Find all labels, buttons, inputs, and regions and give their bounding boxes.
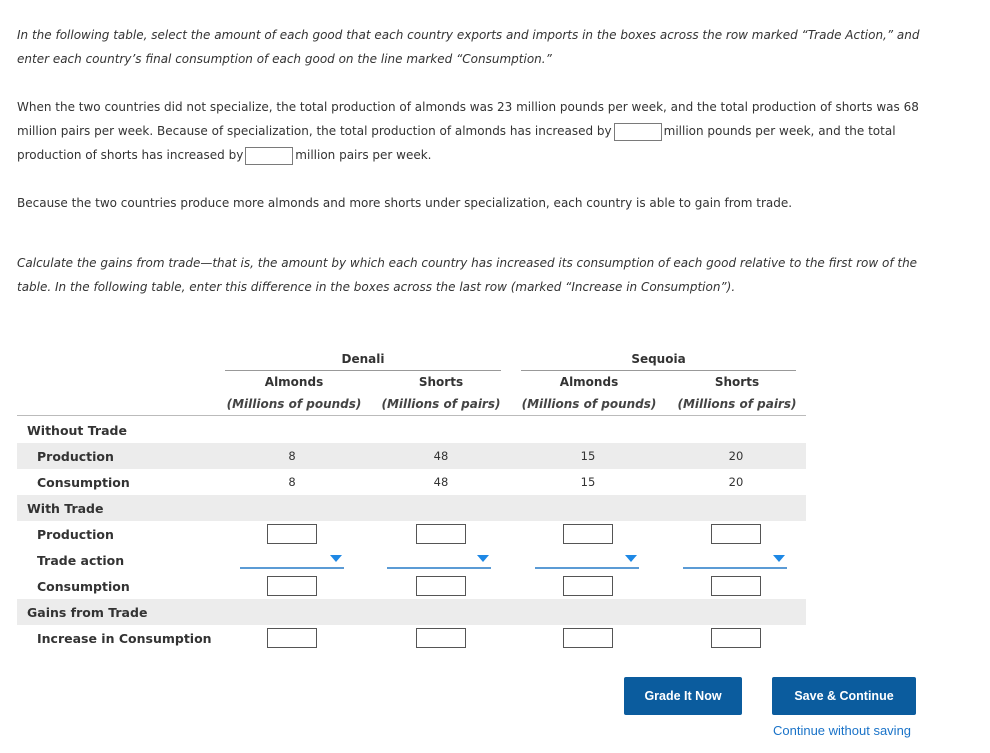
specialization-line-1: When the two countries did not specialize, the total production of almonds was 23 million pounds per week, and the total production of shorts was 68	[17, 100, 919, 114]
input-sequoia-almonds-production[interactable]	[563, 524, 613, 544]
cell-denali-shorts-production: 48	[433, 449, 449, 463]
table-row-without-trade-consumption	[17, 469, 806, 495]
save-and-continue-button[interactable]: Save & Continue	[772, 677, 916, 715]
calc-instructions-line-1: Calculate the gains from trade—that is, the amount by which each country has increased its consumption of each good relative to the first row of the	[17, 256, 918, 270]
row-label-consumption: Consumption	[37, 579, 130, 594]
table-row-with-trade-consumption	[17, 573, 806, 599]
col-header-unit-3: (Millions of pounds)	[521, 397, 657, 411]
grade-it-now-button[interactable]: Grade It Now	[624, 677, 742, 715]
dropdown-denali-shorts-trade[interactable]	[387, 553, 491, 569]
cell-sequoia-shorts-production: 20	[728, 449, 744, 463]
dropdown-denali-almonds-trade[interactable]	[240, 553, 344, 569]
row-label-production: Production	[37, 527, 114, 542]
input-denali-shorts-consumption[interactable]	[416, 576, 466, 596]
table-row-with-trade-production	[17, 521, 806, 547]
cell-denali-almonds-production: 8	[288, 449, 296, 463]
calc-instructions	[17, 251, 937, 299]
input-sequoia-shorts-production[interactable]	[711, 524, 761, 544]
sequoia-header-rule	[521, 370, 796, 371]
cell-sequoia-almonds-consumption: 15	[580, 475, 596, 489]
dropdown-sequoia-almonds-trade[interactable]	[535, 553, 639, 569]
input-denali-shorts-production[interactable]	[416, 524, 466, 544]
specialization-text-3: million pounds per week, and the total	[663, 124, 896, 138]
chevron-down-icon	[477, 555, 489, 562]
instructions	[17, 23, 937, 71]
specialization-text-4: production of shorts has increased by	[17, 148, 244, 162]
gain-note: Because the two countries produce more almonds and more shorts under specialization, each country is able to gain from trade.	[17, 196, 793, 210]
input-sequoia-almonds-consumption[interactable]	[563, 576, 613, 596]
continue-without-saving-link[interactable]: Continue without saving	[773, 723, 912, 738]
chevron-down-icon	[773, 555, 785, 562]
input-denali-shorts-increase[interactable]	[416, 628, 466, 648]
table-row-without-trade-production	[17, 443, 806, 469]
specialization-line-3	[17, 143, 937, 167]
col-header-unit-1: (Millions of pounds)	[226, 397, 362, 411]
col-header-good-3: Almonds	[559, 375, 619, 389]
almonds-increase-input[interactable]	[614, 123, 662, 141]
section-label-with-trade: With Trade	[27, 501, 104, 516]
input-denali-almonds-production[interactable]	[267, 524, 317, 544]
specialization-text-2: million pairs per week. Because of specialization, the total production of almonds has increased by	[17, 124, 612, 138]
chevron-down-icon	[330, 555, 342, 562]
input-sequoia-almonds-increase[interactable]	[563, 628, 613, 648]
chevron-down-icon	[625, 555, 637, 562]
cell-sequoia-almonds-production: 15	[580, 449, 596, 463]
cell-denali-almonds-consumption: 8	[288, 475, 296, 489]
specialization-line-2	[17, 119, 937, 143]
specialization-text-5: million pairs per week.	[295, 148, 432, 162]
input-sequoia-shorts-consumption[interactable]	[711, 576, 761, 596]
section-row-with-trade	[17, 495, 806, 521]
col-header-good-4: Shorts	[714, 375, 760, 389]
cell-denali-shorts-consumption: 48	[433, 475, 449, 489]
row-label-increase: Increase in Consumption	[37, 631, 212, 646]
dropdown-sequoia-shorts-trade[interactable]	[683, 553, 787, 569]
denali-header-rule	[225, 370, 501, 371]
row-label-production: Production	[37, 449, 114, 464]
cell-sequoia-shorts-consumption: 20	[728, 475, 744, 489]
instructions-line-2: enter each country’s final consumption of each good on the line marked “Consumption.”	[17, 52, 552, 66]
calc-instructions-line-2: table. In the following table, enter this difference in the boxes across the last row (marked “Increase in Consumption”).	[17, 280, 736, 294]
section-label-without-trade: Without Trade	[27, 423, 127, 438]
input-denali-almonds-consumption[interactable]	[267, 576, 317, 596]
section-row-without-trade	[17, 417, 806, 443]
table-row-increase-in-consumption	[17, 625, 806, 651]
country-header-denali: Denali	[341, 352, 385, 366]
col-header-unit-2: (Millions of pairs)	[381, 397, 501, 411]
col-header-good-2: Shorts	[418, 375, 464, 389]
col-header-good-1: Almonds	[264, 375, 324, 389]
row-label-consumption: Consumption	[37, 475, 130, 490]
section-row-gains	[17, 599, 806, 625]
row-label-trade-action: Trade action	[37, 553, 125, 568]
table-row-trade-action	[17, 547, 806, 573]
shorts-increase-input[interactable]	[245, 147, 293, 165]
input-denali-almonds-increase[interactable]	[267, 628, 317, 648]
table-top-rule	[17, 415, 806, 416]
col-header-unit-4: (Millions of pairs)	[677, 397, 797, 411]
country-header-sequoia: Sequoia	[631, 352, 686, 366]
input-sequoia-shorts-increase[interactable]	[711, 628, 761, 648]
instructions-line-1: In the following table, select the amount of each good that each country exports and imports in the boxes across the row marked “Trade Action,” and	[17, 28, 920, 42]
specialization-paragraph	[17, 95, 937, 167]
section-label-gains: Gains from Trade	[27, 605, 148, 620]
